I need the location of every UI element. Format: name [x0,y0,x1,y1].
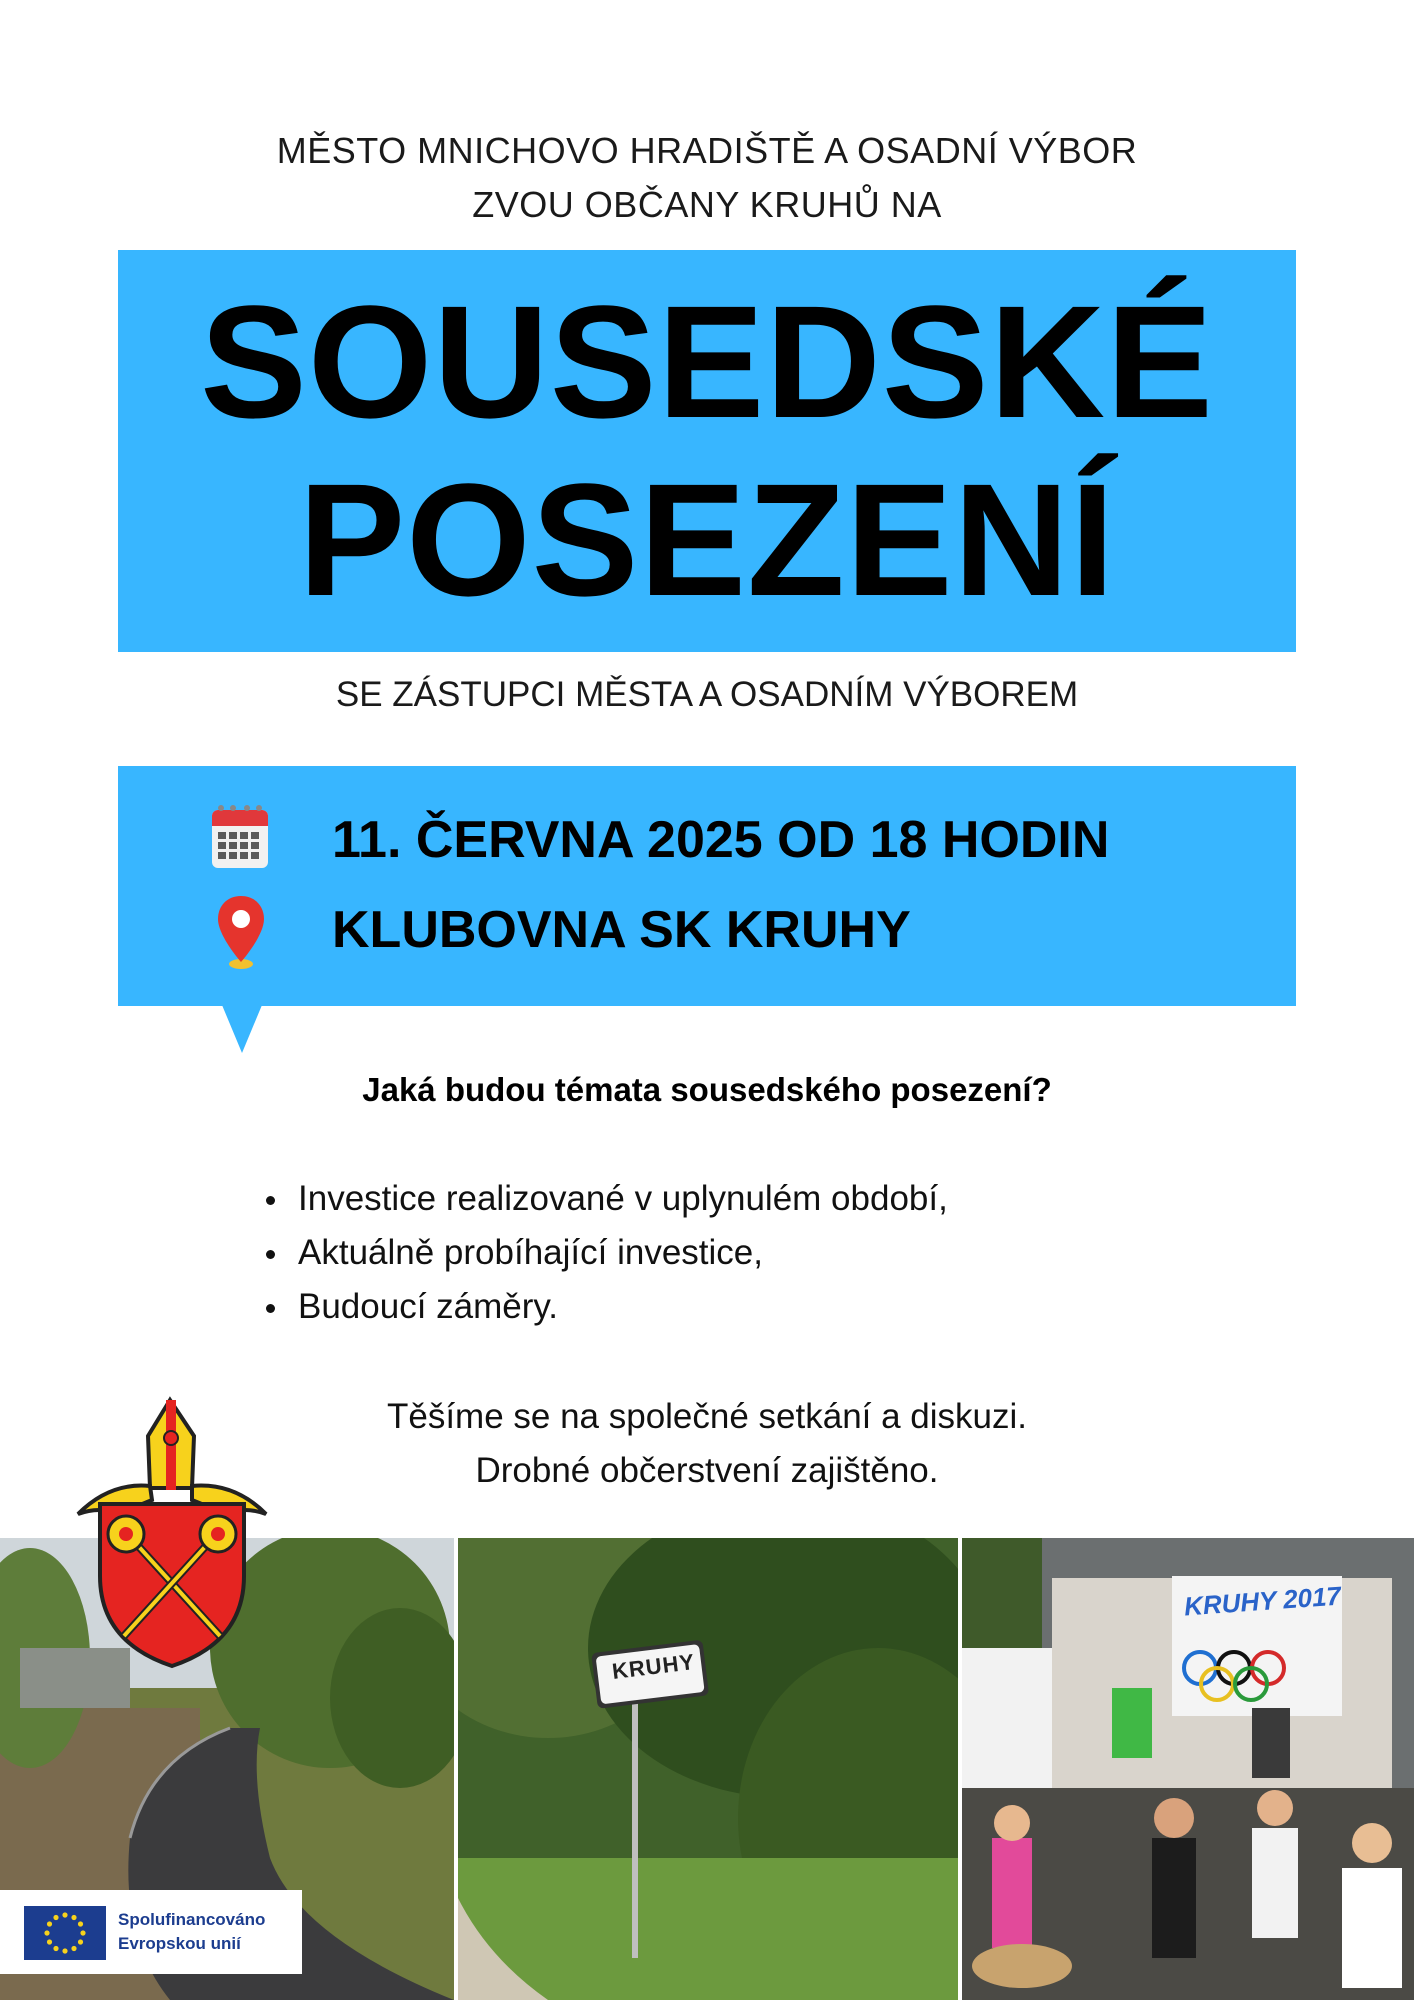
intro-text [0,124,1414,232]
list-item: Budoucí záměry. [260,1280,948,1334]
intro-line-2: ZVOU OBČANY KRUHŮ NA [472,184,942,225]
subtitle: SE ZÁSTUPCI MĚSTA A OSADNÍM VÝBOREM [335,675,1079,714]
event-info-box [118,766,1296,1006]
eu-text-line-2: Evropskou unií [118,1934,241,1953]
eu-flag-icon [24,1906,106,1960]
closing-line-2: Drobné občerstvení zajištěno. [475,1451,939,1490]
list-item: Investice realizované v uplynulém období, [260,1172,948,1226]
title-line-1: SOUSEDSKÉ [200,272,1214,451]
topics-list [260,1172,948,1334]
topics-question: Jaká budou témata sousedského posezení? [362,1071,1052,1108]
list-item: Aktuálně probíhající investice, [260,1226,948,1280]
banner-text: KRUHY 2017 [1183,1580,1342,1622]
title-line-2: POSEZENÍ [298,450,1116,629]
eu-cofunding-text [118,1908,265,1956]
eu-cofunding-badge [0,1890,302,1974]
calendar-icon [210,802,270,870]
eu-text-line-1: Spolufinancováno [118,1910,266,1929]
coat-of-arms-emblem [70,1396,274,1670]
info-box-pointer [222,1005,262,1053]
sign-text: KRUHY [610,1649,697,1684]
map-pin-icon [216,894,266,970]
event-place: KLUBOVNA SK KRUHY [332,901,911,959]
intro-line-1: MĚSTO MNICHOVO HRADIŠTĚ A OSADNÍ VÝBOR [276,130,1138,171]
event-date: 11. ČERVNA 2025 OD 18 HODIN [332,811,1110,869]
closing-line-1: Těšíme se na společné setkání a diskuzi. [386,1397,1028,1436]
village-sign-photo [458,1538,958,2000]
